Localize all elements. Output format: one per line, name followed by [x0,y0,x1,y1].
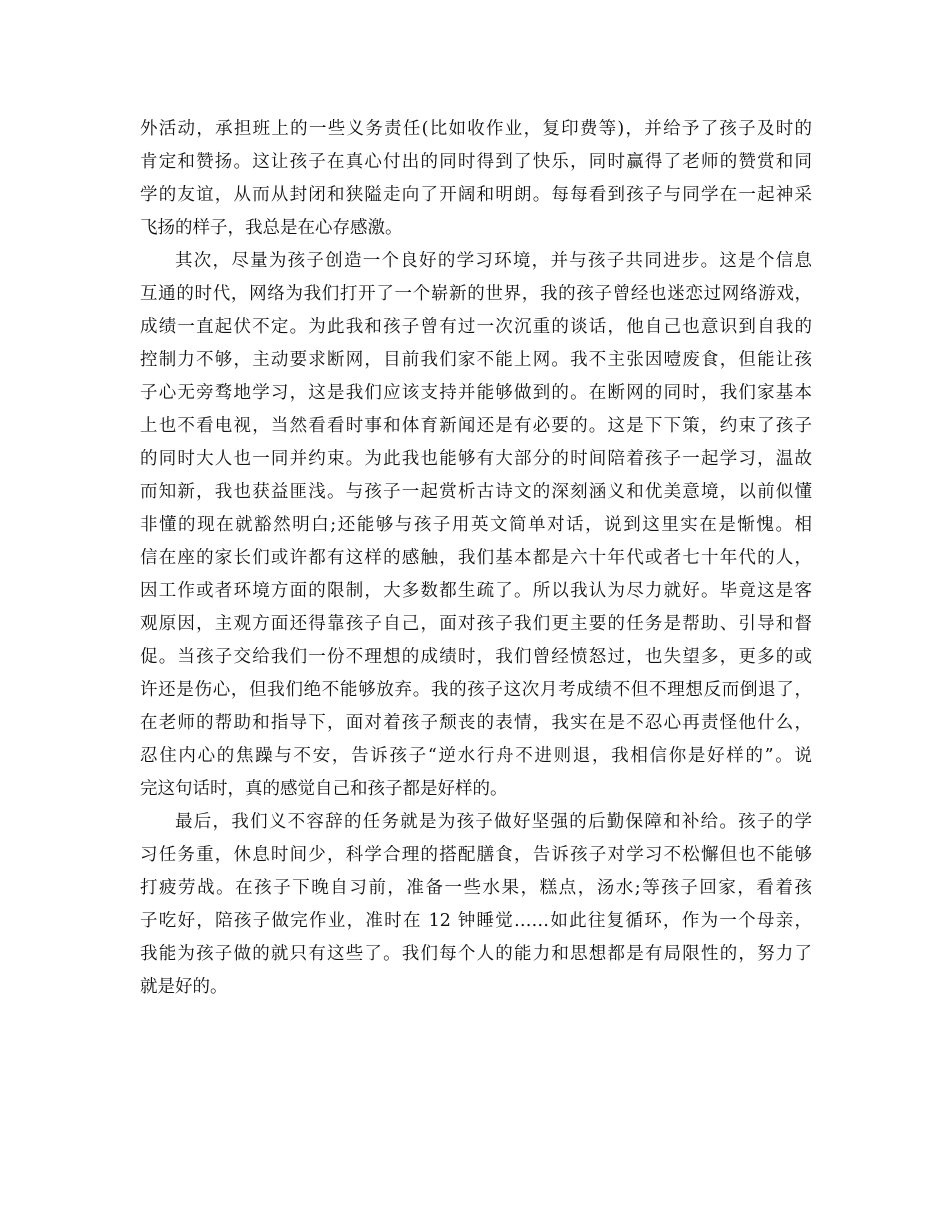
text-line: 许还是伤心，但我们绝不能够放弃。我的孩子这次月考成绩不但不理想反而倒退了， [140,680,812,700]
text-line: 子心无旁骛地学习，这是我们应该支持并能够做到的。在断网的同时，我们家基本 [140,383,812,403]
text-line: 打疲劳战。在孩子下晚自习前，准备一些水果，糕点，汤水;等孩子回家，看着孩 [140,878,812,898]
text-line: 观原因，主观方面还得靠孩子自己，面对孩子我们更主要的任务是帮助、引导和督 [140,614,812,634]
text-line: 外活动，承担班上的一些义务责任(比如收作业，复印费等)，并给予了孩子及时的 [140,119,812,139]
text-line: 的同时大人也一同并约束。为此我也能够有大部分的时间陪着孩子一起学习，温故 [140,449,812,469]
text-line: 因工作或者环境方面的限制，大多数都生疏了。所以我认为尽力就好。毕竟这是客 [140,581,812,601]
text-line: 飞扬的样子，我总是在心存感激。 [140,218,403,238]
text-line: 忍住内心的焦躁与不安，告诉孩子“逆水行舟不进则退，我相信你是好样的”。说 [140,746,812,766]
text-line: 最后，我们义不容辞的任务就是为孩子做好坚强的后勤保障和补给。孩子的学 [175,812,812,832]
text-line: 子吃好，陪孩子做完作业，准时在 12 钟睡觉……如此往复循环，作为一个母亲， [140,911,812,931]
paragraph-1 [140,113,812,245]
text-line: 上也不看电视，当然看看时事和体育新闻还是有必要的。这是下下策，约束了孩子 [140,416,812,436]
text-line: 我能为孩子做的就只有这些了。我们每个人的能力和思想都是有局限性的，努力了 [140,944,812,964]
text-line: 非懂的现在就豁然明白;还能够与孩子用英文简单对话，说到这里实在是惭愧。相 [140,515,812,535]
text-line: 信在座的家长们或许都有这样的感触，我们基本都是六十年代或者七十年代的人， [140,548,812,568]
text-line: 互通的时代，网络为我们打开了一个崭新的世界，我的孩子曾经也迷恋过网络游戏， [140,284,812,304]
text-line: 促。当孩子交给我们一份不理想的成绩时，我们曾经愤怒过，也失望多，更多的或 [140,647,812,667]
text-line: 习任务重，休息时间少，科学合理的搭配膳食，告诉孩子对学习不松懈但也不能够 [140,845,812,865]
text-line: 就是好的。 [140,977,228,997]
text-line: 其次，尽量为孩子创造一个良好的学习环境，并与孩子共同进步。这是个信息 [175,251,812,271]
text-line: 完这句话时，真的感觉自己和孩子都是好样的。 [140,779,508,799]
paragraph-2 [140,245,812,806]
text-line: 在老师的帮助和指导下，面对着孩子颓丧的表情，我实在是不忍心再责怪他什么， [140,713,812,733]
text-line: 而知新，我也获益匪浅。与孩子一起赏析古诗文的深刻涵义和优美意境，以前似懂 [140,482,812,502]
document-body [140,113,812,1004]
text-line: 学的友谊，从而从封闭和狭隘走向了开阔和明朗。每每看到孩子与同学在一起神采 [140,185,812,205]
text-line: 肯定和赞扬。这让孩子在真心付出的同时得到了快乐，同时赢得了老师的赞赏和同 [140,152,812,172]
paragraph-3 [140,806,812,1004]
text-line: 成绩一直起伏不定。为此我和孩子曾有过一次沉重的谈话，他自己也意识到自我的 [140,317,812,337]
text-line: 控制力不够，主动要求断网，目前我们家不能上网。我不主张因噎废食，但能让孩 [140,350,812,370]
